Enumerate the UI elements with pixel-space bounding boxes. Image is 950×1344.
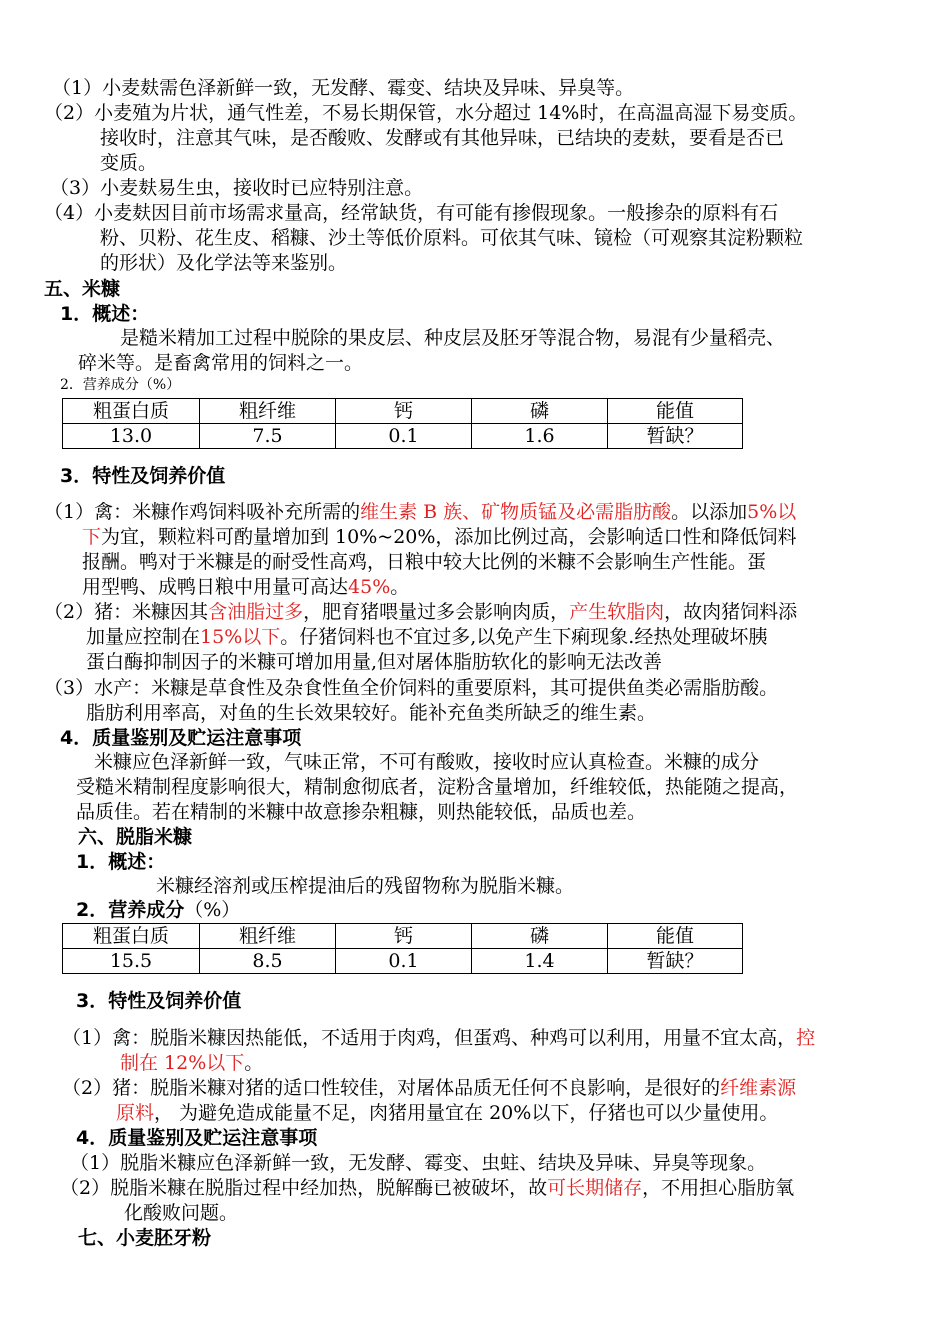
text-run: 。以添加 bbox=[671, 501, 748, 523]
text-run: （2）猪：米糠因其 bbox=[44, 601, 209, 623]
table-header-cell: 磷 bbox=[472, 399, 608, 424]
rice-bran-poultry-line1 bbox=[44, 500, 796, 524]
rice-bran-nutrition-heading: 2．营养成分（%） bbox=[60, 377, 181, 393]
wheat-bran-item-2-line1: （2）小麦殖为片状，通气性差，不易长期保管，水分超过 14%时，在高温高湿下易变质。 bbox=[44, 102, 808, 124]
wheat-bran-item-3: （3）小麦麸易生虫，接收时已应特别注意。 bbox=[50, 177, 424, 199]
defatted-pig-line2 bbox=[116, 1101, 778, 1125]
defatted-quality-item-2-line1 bbox=[60, 1176, 794, 1200]
defatted-poultry-line1 bbox=[62, 1026, 815, 1050]
text-run: 。 bbox=[244, 1052, 264, 1074]
text-run: （%） bbox=[184, 899, 241, 921]
text-run: ，肥育猪喂量过多会影响肉质， bbox=[303, 601, 570, 623]
table-header-cell: 能值 bbox=[608, 399, 743, 424]
rice-bran-poultry-line4 bbox=[82, 575, 409, 599]
defatted-overview-heading: 1．概述： bbox=[76, 851, 166, 873]
rice-bran-quality-heading: 4．质量鉴别及贮运注意事项 bbox=[60, 727, 302, 749]
highlight-text: 5%以 bbox=[747, 501, 797, 523]
section-heading-wheat-germ: 七、小麦胚牙粉 bbox=[78, 1227, 212, 1249]
defatted-overview-line1: 米糠经溶剂或压榨提油后的残留物称为脱脂米糠。 bbox=[156, 875, 575, 897]
rice-bran-pig-line3: 蛋白酶抑制因子的米糠可增加用量,但对屠体脂肪软化的影响无法改善 bbox=[86, 651, 663, 673]
defatted-pig-line1 bbox=[62, 1076, 796, 1100]
text-run: ，不用担心脂肪氧 bbox=[642, 1177, 795, 1199]
rice-bran-poultry-line2 bbox=[82, 525, 796, 549]
rice-bran-overview-line2: 碎米等。是畜禽常用的饲料之一。 bbox=[78, 352, 364, 374]
rice-bran-nutrition-table bbox=[62, 398, 743, 449]
table-cell: 8.5 bbox=[200, 949, 336, 974]
rice-bran-pig-line2 bbox=[86, 625, 767, 649]
table-cell: 15.5 bbox=[63, 949, 200, 974]
table-cell: 1.6 bbox=[472, 424, 608, 449]
text-run: ， 为避免造成能量不足，肉猪用量宜在 20%以下，仔猪也可以少量使用。 bbox=[154, 1102, 779, 1124]
table-row bbox=[63, 949, 743, 974]
table-row bbox=[63, 424, 743, 449]
highlight-text: 纤维素源 bbox=[720, 1077, 797, 1099]
text-run: （2）猪：脱脂米糠对猪的适口性较佳，对屠体品质无任何不良影响，是很好的 bbox=[62, 1077, 721, 1099]
table-cell: 7.5 bbox=[200, 424, 336, 449]
defatted-nutrition-table bbox=[62, 923, 743, 974]
defatted-quality-heading: 4．质量鉴别及贮运注意事项 bbox=[76, 1127, 318, 1149]
defatted-quality-item-1: （1）脱脂米糠应色泽新鲜一致，无发酵、霉变、虫蛀、结块及异味、异臭等现象。 bbox=[70, 1152, 767, 1174]
text-run: （1）禽：米糠作鸡饲料吸补充所需的 bbox=[44, 501, 361, 523]
highlight-text: 控 bbox=[796, 1027, 816, 1049]
rice-bran-properties-heading: 3．特性及饲养价值 bbox=[60, 465, 226, 487]
text-run: 2．营养成分 bbox=[76, 899, 185, 921]
highlight-text: 维生素 B 族、矿物质锰及必需脂肪酸 bbox=[360, 501, 672, 523]
table-cell: 0.1 bbox=[336, 424, 472, 449]
rice-bran-quality-line1: 米糠应色泽新鲜一致，气味正常，不可有酸败，接收时应认真检查。米糠的成分 bbox=[94, 751, 760, 773]
highlight-text: 下 bbox=[82, 526, 102, 548]
rice-bran-quality-line2: 受糙米精制程度影响很大，精制愈彻底者，淀粉含量增加，纤维较低，热能随之提高， bbox=[76, 776, 799, 798]
rice-bran-aqua-line1: （3）水产：米糠是草食性及杂食性鱼全价饲料的重要原料，其可提供鱼类必需脂肪酸。 bbox=[44, 677, 779, 699]
rice-bran-poultry-line3: 报酬。鸭对于米糠是的耐受性高鸡，日粮中较大比例的米糠不会影响生产性能。蛋 bbox=[82, 551, 767, 573]
table-cell: 13.0 bbox=[63, 424, 200, 449]
text-run: （1）禽：脱脂米糠因热能低，不适用于肉鸡，但蛋鸡、种鸡可以利用，用量不宜太高， bbox=[62, 1027, 797, 1049]
table-header-cell: 粗蛋白质 bbox=[63, 399, 200, 424]
text-run: ，故肉猪饲料添 bbox=[664, 601, 798, 623]
text-run: 用型鸭、成鸭日粮中用量可高达 bbox=[82, 576, 349, 598]
highlight-text: 制在 12%以下 bbox=[120, 1052, 245, 1074]
table-header-cell: 磷 bbox=[472, 924, 608, 949]
table-cell: 暂缺？ bbox=[608, 424, 743, 449]
table-header-cell: 粗蛋白质 bbox=[63, 924, 200, 949]
highlight-text: 45% bbox=[348, 576, 391, 598]
defatted-poultry-line2 bbox=[120, 1051, 263, 1075]
wheat-bran-item-2-line2: 接收时，注意其气味，是否酸败、发酵或有其他异味，已结块的麦麸，要看是否已 bbox=[100, 127, 785, 149]
section-heading-defatted-rice-bran: 六、脱脂米糠 bbox=[78, 826, 193, 848]
wheat-bran-item-4-line1: （4）小麦麸因目前市场需求量高，经常缺货，有可能有掺假现象。一般掺杂的原料有石 bbox=[44, 202, 779, 224]
text-run: （2）脱脂米糠在脱脂过程中经加热，脱解酶已被破坏，故 bbox=[60, 1177, 548, 1199]
table-header-cell: 粗纤维 bbox=[200, 924, 336, 949]
wheat-bran-item-1: （1）小麦麸需色泽新鲜一致，无发酵、霉变、结块及异味、异臭等。 bbox=[52, 77, 635, 99]
table-header-cell: 粗纤维 bbox=[200, 399, 336, 424]
highlight-text: 15%以下 bbox=[200, 626, 281, 648]
wheat-bran-item-4-line3: 的形状）及化学法等来鉴别。 bbox=[100, 252, 348, 274]
table-cell: 0.1 bbox=[336, 949, 472, 974]
highlight-text: 原料 bbox=[116, 1102, 155, 1124]
table-header-cell: 钙 bbox=[336, 399, 472, 424]
text-run: 加量应控制在 bbox=[86, 626, 201, 648]
wheat-bran-item-4-line2: 粉、贝粉、花生皮、稻糠、沙土等低价原料。可依其气味、镜检（可观察其淀粉颗粒 bbox=[100, 227, 804, 249]
text-run: 。 bbox=[390, 576, 410, 598]
table-header-cell: 能值 bbox=[608, 924, 743, 949]
table-cell: 暂缺？ bbox=[608, 949, 743, 974]
highlight-text: 可长期储存 bbox=[547, 1177, 643, 1199]
text-run: 。仔猪饲料也不宜过多,以免产生下痢现象.经热处理破坏胰 bbox=[280, 626, 768, 648]
rice-bran-overview-heading: 1．概述： bbox=[60, 303, 150, 325]
rice-bran-pig-line1 bbox=[44, 600, 797, 624]
table-cell: 1.4 bbox=[472, 949, 608, 974]
table-header-cell: 钙 bbox=[336, 924, 472, 949]
highlight-text: 含油脂过多 bbox=[208, 601, 304, 623]
defatted-quality-item-2-line2: 化酸败问题。 bbox=[124, 1202, 239, 1224]
rice-bran-overview-line1: 是糙米精加工过程中脱除的果皮层、种皮层及胚牙等混合物，易混有少量稻壳、 bbox=[120, 327, 786, 349]
section-heading-rice-bran: 五、米糠 bbox=[44, 278, 121, 300]
defatted-properties-heading: 3．特性及饲养价值 bbox=[76, 990, 242, 1012]
table-header-row bbox=[63, 399, 743, 424]
wheat-bran-item-2-line3: 变质。 bbox=[100, 152, 158, 174]
highlight-text: 产生软脂肉 bbox=[569, 601, 665, 623]
defatted-nutrition-heading bbox=[76, 898, 240, 922]
text-run: 为宜，颗粒料可酌量增加到 10%~20%，添加比例过高，会影响适口性和降低饲料 bbox=[101, 526, 797, 548]
table-header-row bbox=[63, 924, 743, 949]
rice-bran-aqua-line2: 脂肪利用率高，对鱼的生长效果较好。能补充鱼类所缺乏的维生素。 bbox=[86, 702, 657, 724]
rice-bran-quality-line3: 品质佳。若在精制的米糠中故意掺杂粗糠，则热能较低，品质也差。 bbox=[76, 801, 647, 823]
